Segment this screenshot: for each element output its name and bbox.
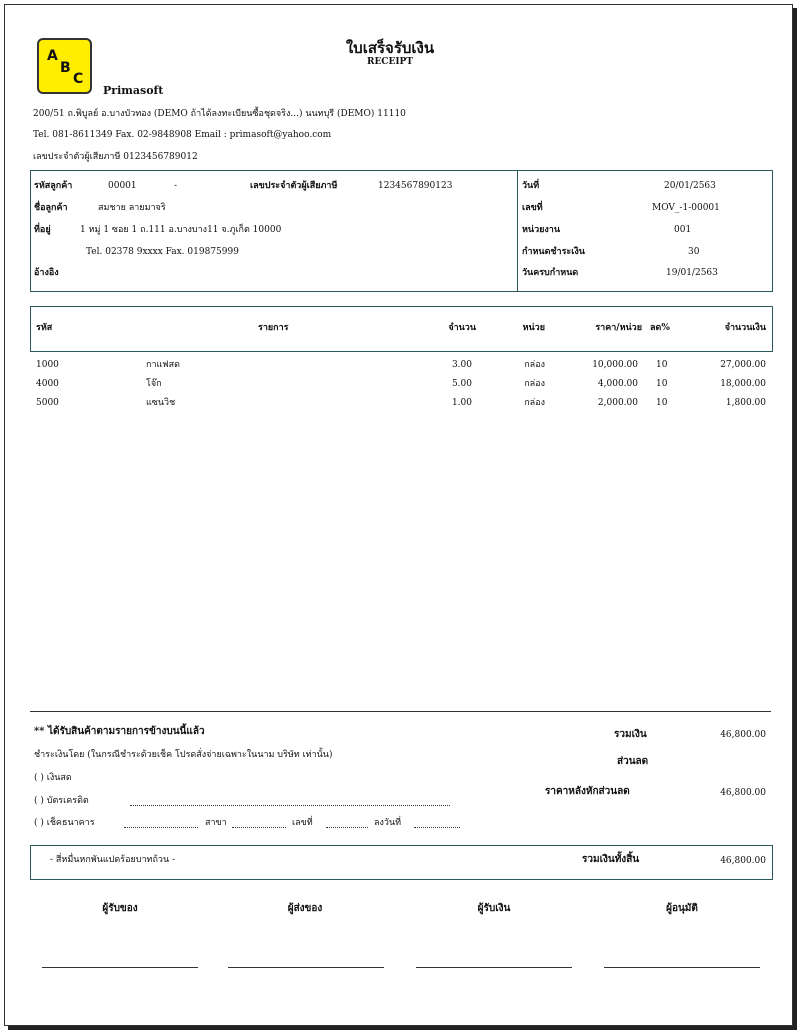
discount-label: ส่วนลด	[617, 756, 649, 767]
doc-no-label: เลขที่	[522, 203, 543, 213]
col-discount-header: ลด%	[650, 323, 670, 333]
branch-label: สาขา	[205, 818, 227, 828]
row-price: 10,000.00	[592, 360, 638, 370]
row-qty: 1.00	[451, 398, 472, 408]
row-amount: 1,800.00	[725, 398, 766, 408]
customer-name-label: ชื่อลูกค้า	[34, 203, 68, 213]
row-price: 2,000.00	[597, 398, 638, 408]
col-amount-header: จำนวนเงิน	[724, 323, 766, 333]
signature-approver-line	[604, 967, 760, 968]
customer-ref-label: อ้างอิง	[34, 268, 59, 278]
row-price: 4,000.00	[597, 379, 638, 389]
row-code: 1000	[36, 360, 59, 370]
branch-fill-line	[232, 827, 286, 828]
col-desc-header: รายการ	[258, 323, 289, 333]
signature-approver-label: ผู้อนุมัติ	[666, 903, 698, 914]
customer-taxid: 1234567890123	[378, 181, 453, 191]
row-code: 4000	[36, 379, 59, 389]
doc-title: ใบเสร็จรับเงิน	[345, 39, 435, 57]
company-tax-id: เลขประจำตัวผู้เสียภาษี 0123456789012	[33, 152, 198, 162]
company-logo	[37, 38, 92, 94]
grand-total-value: 46,800.00	[720, 856, 766, 866]
row-discount: 10	[656, 398, 668, 408]
row-desc: แซนวิช	[146, 398, 176, 408]
doc-title-en: RECEIPT	[366, 57, 414, 67]
total-value: 46,800.00	[720, 730, 766, 740]
company-name: Primasoft	[103, 84, 164, 97]
doc-due-label: วันครบกำหนด	[522, 268, 579, 278]
row-discount: 10	[656, 379, 668, 389]
row-code: 5000	[36, 398, 59, 408]
doc-no: MOV_-1-00001	[652, 203, 720, 213]
row-desc: โจ๊ก	[146, 379, 162, 389]
customer-name: สมชาย ลายมาจริ	[98, 203, 166, 213]
company-contact: Tel. 081-8611349 Fax. 02-9848908 Email : primasoft@yahoo.com	[33, 130, 332, 140]
row-desc: กาแฟสด	[146, 360, 181, 370]
customer-address-label: ที่อยู่	[34, 225, 51, 235]
row-discount: 10	[656, 360, 668, 370]
row-qty: 3.00	[451, 360, 472, 370]
cheque-no-label: เลขที่	[292, 818, 313, 828]
doc-due: 19/01/2563	[666, 268, 718, 278]
row-unit: กล่อง	[524, 398, 545, 408]
signature-sender-line	[228, 967, 384, 968]
after-discount-label: ราคาหลังหักส่วนลด	[545, 786, 630, 797]
signature-receiver-line	[42, 967, 198, 968]
row-unit: กล่อง	[524, 360, 545, 370]
col-unit-header: หน่วย	[522, 323, 545, 333]
grand-total-label: รวมเงินทั้งสิ้น	[582, 854, 640, 865]
cheque-no-fill-line	[326, 827, 368, 828]
row-amount: 18,000.00	[720, 379, 766, 389]
company-address: 200/51 ถ.พิบูลย์ อ.บางบัวทอง (DEMO ถ้าได้ลงทะเบียนซื้อชุดจริง...) นนทบุรี (DEMO) 11110	[33, 109, 406, 119]
customer-code: 00001	[108, 181, 137, 191]
signature-receiver-label: ผู้รับของ	[102, 903, 138, 914]
customer-taxid-label: เลขประจำตัวผู้เสียภาษี	[250, 181, 338, 191]
customer-phone: Tel. 02378 9xxxx Fax. 019875999	[86, 247, 239, 257]
option-cheque: ( ) เช็คธนาคาร	[34, 818, 95, 828]
logo-letter-b: B	[60, 60, 71, 76]
customer-code-dash: -	[174, 181, 178, 191]
cheque-date-label: ลงวันที่	[374, 818, 402, 828]
doc-dept: 001	[674, 225, 692, 235]
doc-date: 20/01/2563	[664, 181, 716, 191]
footer-divider	[30, 711, 771, 712]
doc-dept-label: หน่วยงาน	[522, 225, 561, 235]
row-amount: 27,000.00	[720, 360, 766, 370]
signature-cashier-line	[416, 967, 572, 968]
option-cash: ( ) เงินสด	[34, 773, 72, 783]
payment-method-label: ชำระเงินโดย (ในกรณีชำระด้วยเช็ค โปรดสั่งจ่ายเฉพาะในนาม บริษัท เท่านั้น)	[34, 750, 333, 760]
col-price-header: ราคา/หน่วย	[595, 323, 642, 333]
amount-in-words: - สี่หมื่นหกพันแปดร้อยบาทถ้วน -	[50, 855, 176, 865]
total-label: รวมเงิน	[614, 729, 647, 740]
customer-code-label: รหัสลูกค้า	[34, 181, 73, 191]
row-unit: กล่อง	[524, 379, 545, 389]
signature-sender-label: ผู้ส่งของ	[287, 903, 323, 914]
card-fill-line	[130, 805, 450, 806]
after-discount-value: 46,800.00	[720, 788, 766, 798]
received-note: ** ได้รับสินค้าตามรายการข้างบนนี้แล้ว	[34, 726, 205, 737]
doc-date-label: วันที่	[522, 181, 540, 191]
col-code-header: รหัส	[36, 323, 53, 333]
doc-terms-label: กำหนดชำระเงิน	[522, 247, 585, 257]
option-credit-card: ( ) บัตรเครดิต	[34, 796, 89, 806]
logo-letter-c: C	[73, 71, 84, 87]
logo-letter-a: A	[47, 48, 58, 64]
cheque-date-fill-line	[414, 827, 460, 828]
col-qty-header: จำนวน	[448, 323, 476, 333]
doc-terms: 30	[688, 247, 700, 257]
customer-address: 1 หมู่ 1 ซอย 1 ถ.111 อ.บางบาง11 จ.ภูเก็ต 10000	[80, 225, 282, 235]
signature-cashier-label: ผู้รับเงิน	[477, 903, 511, 914]
bank-fill-line	[124, 827, 198, 828]
customer-box-divider	[517, 171, 518, 291]
row-qty: 5.00	[451, 379, 472, 389]
